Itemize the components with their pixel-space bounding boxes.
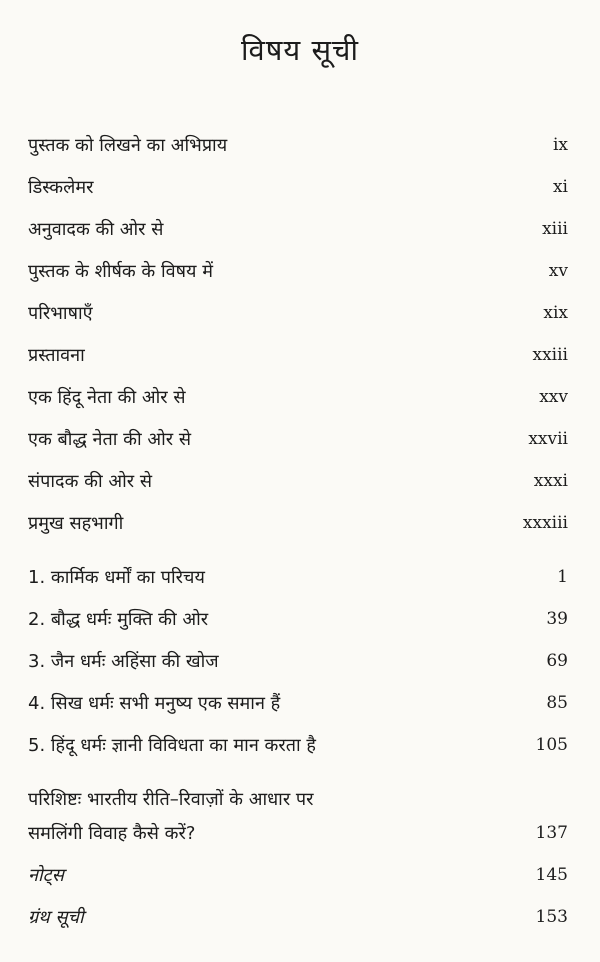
toc-entry: [28, 422, 568, 456]
toc-chapter: [28, 560, 568, 594]
toc-entry-page: xxxi: [533, 471, 568, 491]
toc-entry: [28, 212, 568, 246]
toc-entry: [28, 296, 568, 330]
toc-appendix-label: समलिंगी विवाह कैसे करें?: [28, 823, 196, 844]
toc-entry-label: एक हिंदू नेता की ओर से: [28, 387, 186, 408]
toc-entry-page: xxiii: [532, 345, 568, 365]
toc-entry-page: xxvii: [528, 429, 568, 449]
toc-entry-label: पुस्तक को लिखने का अभिप्राय: [28, 135, 228, 156]
toc-entry: [28, 380, 568, 414]
toc-entry-page: ix: [552, 135, 568, 155]
toc-entry-page: xix: [543, 303, 568, 323]
toc-chapter-page: 85: [546, 693, 568, 713]
toc-appendix-page: 137: [535, 823, 568, 843]
toc-bibliography-label: ग्रंथ सूची: [28, 907, 84, 928]
toc-entry-page: xi: [552, 177, 568, 197]
toc-chapter-page: 69: [546, 651, 568, 671]
toc-entry: [28, 128, 568, 162]
toc-bibliography: [28, 900, 568, 934]
toc-entry-label: परिभाषाएँ: [28, 303, 93, 324]
toc-entry-page: xxxiii: [522, 513, 568, 533]
toc-entry: [28, 338, 568, 372]
toc-chapter-page: 39: [546, 609, 568, 629]
toc-entry: [28, 464, 568, 498]
toc-chapter: [28, 644, 568, 678]
toc-chapter-label: 3. जैन धर्मः अहिंसा की खोज: [28, 651, 219, 672]
toc-entry-label: एक बौद्ध नेता की ओर से: [28, 429, 192, 450]
toc-entry-label: अनुवादक की ओर से: [28, 219, 164, 240]
toc-entry-page: xv: [548, 261, 568, 281]
toc-chapter-label: 5. हिंदू धर्मः ज्ञानी विविधता का मान करता है: [28, 735, 316, 756]
toc-chapter-label: 1. कार्मिक धर्मों का परिचय: [28, 567, 205, 588]
toc-entry-label: डिस्कलेमर: [28, 177, 94, 198]
toc-chapter-label: 2. बौद्ध धर्मः मुक्ति की ओर: [28, 609, 209, 630]
toc-notes: [28, 858, 568, 892]
toc-entry-label: पुस्तक के शीर्षक के विषय में: [28, 261, 213, 282]
toc-entry: [28, 170, 568, 204]
toc-bibliography-page: 153: [535, 907, 568, 927]
toc-appendix: [28, 816, 568, 850]
toc-chapter: [28, 728, 568, 762]
toc-entry-label: प्रस्तावना: [28, 345, 85, 366]
page-title: विषय सूची: [241, 33, 359, 67]
toc-chapter-page: 105: [535, 735, 568, 755]
toc-notes-page: 145: [535, 865, 568, 885]
toc-entry: [28, 254, 568, 288]
toc-chapter: [28, 602, 568, 636]
toc-appendix-line1: परिशिष्टः भारतीय रीति–रिवाज़ों के आधार पर: [28, 789, 314, 810]
toc-entry-page: xiii: [542, 219, 568, 239]
toc-entry-page: xxv: [539, 387, 568, 407]
toc-chapter: [28, 686, 568, 720]
toc-entry-label: प्रमुख सहभागी: [28, 513, 124, 534]
toc-entry: [28, 506, 568, 540]
toc-chapter-page: 1: [557, 567, 568, 587]
toc-chapter-label: 4. सिख धर्मः सभी मनुष्य एक समान हैं: [28, 693, 281, 714]
toc-notes-label: नोट्स: [28, 865, 64, 886]
toc-entry-label: संपादक की ओर से: [28, 471, 153, 492]
